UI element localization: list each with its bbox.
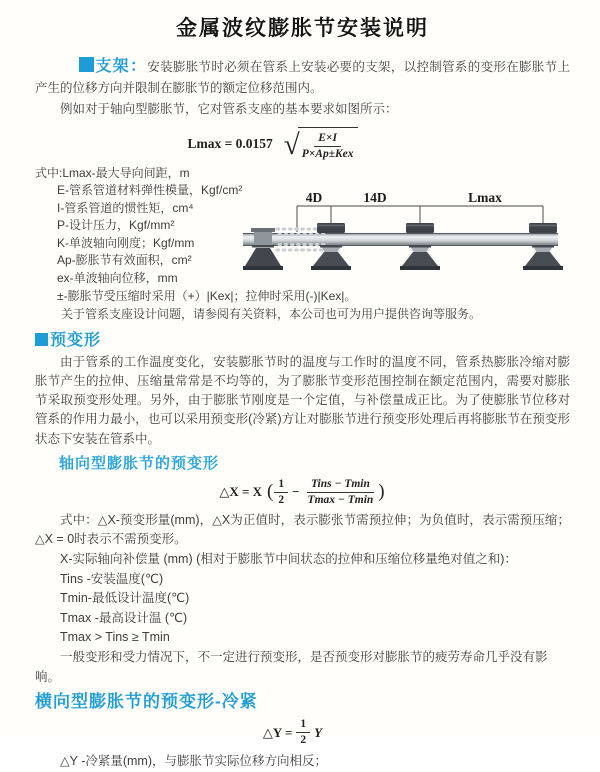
fraction-numerator: 1 — [296, 718, 310, 733]
axial-note: Tmax -最高设计温 (℃) — [60, 610, 188, 625]
definition-line: I-管系管道的惯性矩，cm⁴ — [57, 200, 194, 215]
axial-note: Tmin-最低设计温度(℃) — [60, 591, 190, 606]
definition-line: 式中:Lmax-最大导向间距，m — [35, 165, 190, 180]
axial-preform-formula — [35, 478, 570, 507]
one-half-fraction — [274, 478, 288, 507]
preform-paragraph: 由于管系的工作温度变化，安装膨胀节时的温度与工作时的温度不同，管系热膨胀冷缩对膨胀节产生的拉伸、压缩量常常是不均等的，为了膨胀节变形范围控制在额定范围内，需要对膨胀节采取预变形处理。另外，由于膨胀节刚度是一个定值，与补偿量成正比。为了使膨胀节位移对管系的作用力最小，也可以采用预变形(冷紧)方让对膨胀节进行预变形处理后再将膨胀节在预变形状态下安装在管系中。 — [35, 354, 570, 446]
definition-line: Ap-膨胀节有效面积，cm² — [57, 253, 192, 268]
preform-section-heading — [35, 331, 570, 350]
support-closing-note: 关于管系支座设计问题，请参阅有关资料，本公司也可为用户提供咨询等服务。 — [61, 307, 482, 322]
page-title: 金属波纹膨胀节安装说明 — [176, 17, 429, 40]
lmax-formula-denominator: P×Ap±Kex — [301, 147, 354, 160]
fraction-numerator: 1 — [274, 478, 288, 493]
definition-line: E-管系管道材料弹性模量，Kgf/cm² — [57, 183, 243, 198]
lmax-formula-numerator: E×I — [314, 132, 341, 147]
preform-heading-label: 预变形 — [50, 331, 102, 349]
axial-note: 一般变形和受力情况下，不一定进行预变形，是否预变形对膨胀节的疲劳寿命几乎没有影响。 — [35, 650, 548, 684]
pipe-support-diagram — [243, 190, 600, 290]
dy-formula-rhs: Y — [314, 724, 323, 740]
definition-line: K-单波轴向刚度；Kgf/mm — [57, 235, 195, 250]
dy-formula-lhs: △Y = — [262, 724, 293, 740]
axial-subheading: 轴向型膨胀节的预变形 — [59, 454, 220, 472]
lateral-note: △Y -冷紧量(mm)，与膨胀节实际位移方向相反； — [60, 754, 328, 769]
axial-note: Tins -安装温度(℃) — [60, 571, 164, 586]
fraction-numerator: Tins − Tmin — [307, 478, 374, 493]
section-square-icon — [79, 57, 94, 72]
dim-label-lmax: Lmax — [468, 190, 502, 205]
fraction-denominator: Tmax − Tmin — [307, 493, 374, 506]
lmax-formula-lhs: Lmax = 0.0157 — [187, 135, 273, 151]
section-square-icon — [35, 333, 48, 346]
open-paren: ( — [267, 481, 274, 503]
close-paren: ) — [378, 481, 385, 503]
lateral-subheading: 横向型膨胀节的预变形-冷紧 — [35, 692, 258, 712]
one-half-fraction — [296, 718, 310, 747]
axial-note: Tmax > Tins ≥ Tmin — [60, 630, 170, 645]
guide-support — [311, 223, 351, 270]
axial-note: 式中：△X-预变形量(mm)，△X为正值时，表示膨张节需预拉伸；为负值时，表示需预压缩；△X = 0时表示不需预变形。 — [35, 512, 570, 547]
dim-label-14d: 14D — [363, 190, 387, 205]
support-intro-paragraph — [35, 57, 570, 98]
fraction-denominator: 2 — [300, 734, 307, 747]
definition-line: ±-膨胀节受压缩时采用（+）|Kex|；拉伸时采用(-)|Kex|。 — [57, 288, 357, 303]
temperature-fraction — [304, 478, 378, 507]
radicand — [298, 127, 358, 161]
definition-line: P-设计压力，Kgf/mm² — [57, 218, 175, 233]
dim-label-4d: 4D — [305, 190, 323, 205]
lateral-preform-formula — [35, 718, 550, 747]
lmax-formula: Lmax = 0.0157 √ $\frac{E\times I}{\text{P×Ap±Kex}}$ — [35, 127, 510, 161]
dx-formula-lhs: △X = X — [219, 484, 263, 500]
fraction-denominator: 2 — [278, 493, 285, 506]
support-intro-text: 安装膨胀节时必须在管系上安装必要的支架，以控制管系的变形在膨胀节上产生的位移方向并限制在膨胀节的额定位移范围内。 — [35, 60, 570, 95]
guide-support — [400, 223, 440, 270]
support-heading-label: 支架： — [95, 58, 148, 75]
guide-support — [523, 223, 563, 270]
support-section-heading — [79, 58, 147, 75]
support-example-line: 例如对于轴向型膨胀节，它对管系支座的基本要求如图所示： — [60, 102, 398, 116]
definition-line: ex-单波轴向位移，mm — [57, 271, 178, 286]
axial-note: X-实际轴向补偿量 (mm) (相对于膨胀节中间状态的拉伸和压缩位移量绝对值之和)： — [60, 552, 517, 567]
minus-sign: − — [292, 484, 300, 500]
